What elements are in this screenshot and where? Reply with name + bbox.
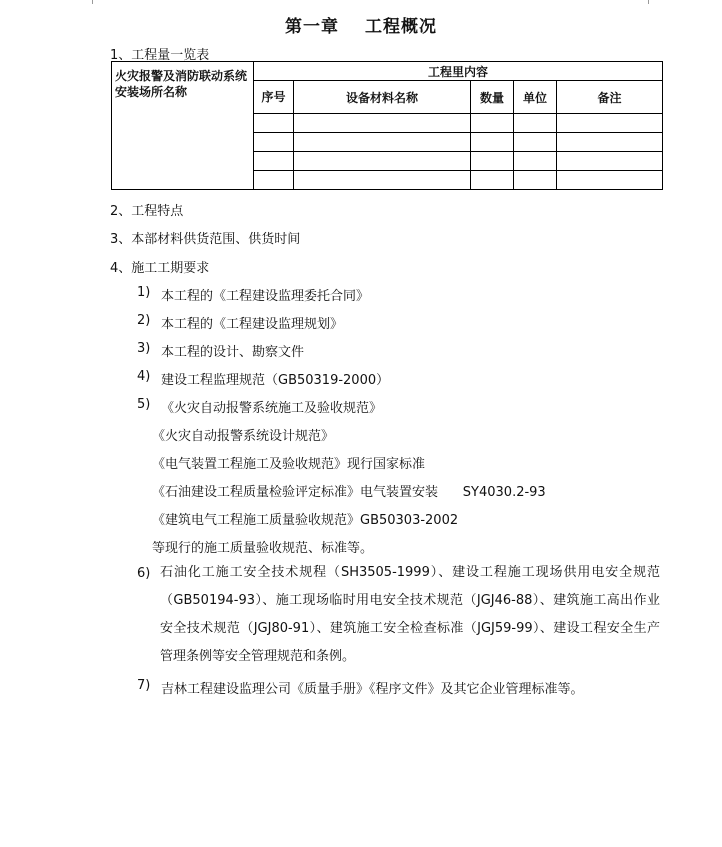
- list-item-continuation: 《石油建设工程质量检验评定标准》电气装置安装 SY4030.2-93: [152, 485, 546, 500]
- page-corner-mark: [648, 0, 655, 4]
- list-item-continuation: 《建筑电气工程施工质量验收规范》GB50303-2002: [152, 513, 459, 528]
- list-item-text: 石油化工施工安全技术规程（SH3505-1999）、建设工程施工现场供用电安全规范（GB50194-93）、施工现场临时用电安全技术规范（JGJ46-88）、建筑施工高出作业安全技术规范（JGJ80-91）、建筑施工安全检查标准（JGJ59-99）、建设工程安全生产管理条例等安全管理规范和条例。: [160, 565, 660, 664]
- list-item-number: 3): [137, 341, 151, 356]
- table-header-material: 设备材料名称: [294, 81, 471, 114]
- table-header-qty: 数量: [471, 81, 514, 114]
- list-item-text: 吉林工程建设监理公司《质量手册》《程序文件》及其它企业管理标准等。: [161, 682, 584, 697]
- list-item-text: 本工程的《工程建设监理规划》: [161, 317, 344, 332]
- list-item-continuation: 等现行的施工质量验收规范、标准等。: [152, 541, 374, 556]
- list-item-continuation: 《火灾自动报警系统设计规范》: [152, 429, 335, 444]
- list-item-number: 4): [137, 369, 151, 384]
- list-item-continuation: 《电气装置工程施工及验收规范》现行国家标准: [152, 457, 426, 472]
- list-item-text: 本工程的设计、勘察文件: [161, 345, 305, 360]
- section-3-heading: 3、本部材料供货范围、供货时间: [110, 232, 301, 247]
- table-header-seq: 序号: [254, 81, 294, 114]
- list-item-text: 建设工程监理规范（GB50319-2000）: [161, 373, 390, 388]
- list-item-text: 《火灾自动报警系统施工及验收规范》: [161, 401, 383, 416]
- table-header-note: 备注: [557, 81, 663, 114]
- list-item-number: 7): [137, 678, 151, 693]
- chapter-number: 第一章: [285, 17, 339, 37]
- quantity-table: [111, 61, 663, 190]
- list-item-number: 1): [137, 285, 151, 300]
- table-header-location: 火灾报警及消防联动系统安装场所名称: [112, 62, 254, 190]
- page-corner-mark: [88, 0, 93, 4]
- section-2-heading: 2、工程特点: [110, 204, 184, 219]
- table-header-unit: 单位: [514, 81, 557, 114]
- chapter-name: 工程概况: [365, 17, 437, 37]
- list-item-number: 5): [137, 397, 151, 412]
- chapter-title: [0, 12, 722, 37]
- list-item-number: 2): [137, 313, 151, 328]
- list-item-text: 本工程的《工程建设监理委托合同》: [161, 289, 370, 304]
- table-header-group: 工程里内容: [254, 62, 663, 81]
- section-1-heading: 1、工程量一览表: [110, 48, 210, 63]
- section-4-heading: 4、施工工期要求: [110, 261, 210, 276]
- list-item-number: 6): [137, 566, 151, 581]
